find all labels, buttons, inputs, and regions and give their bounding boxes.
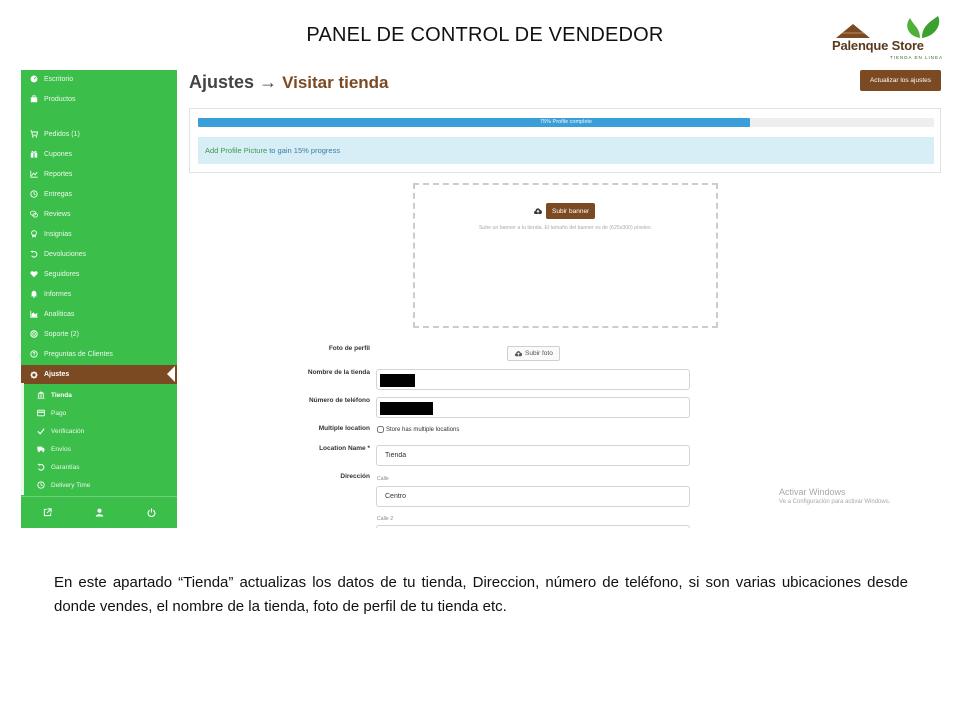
sidebar-footer — [21, 496, 177, 528]
sidebar-item-productos[interactable] — [21, 90, 177, 108]
banner-help-text: Sube un banner a tu tienda. El tamaño del banner es de (625x300) píxeles. — [478, 225, 653, 231]
sidebar-item-label: Entregas — [44, 190, 73, 198]
progress-info — [198, 137, 934, 164]
sidebar-item-label: Pedidos (1) — [44, 130, 80, 138]
slide-title: PANEL DE CONTROL DE VENDEDOR — [306, 24, 664, 46]
sidebar-item-label: Informes — [44, 290, 72, 298]
multiple-location-text: Store has multiple locations — [386, 426, 460, 433]
watermark-line2: Ve a Configuración para activar Windows. — [779, 499, 891, 505]
comments-icon — [30, 210, 44, 218]
banner-dropzone[interactable] — [413, 183, 718, 328]
street2-label: Calle 2 — [377, 516, 394, 522]
sidebar-item-label: Reviews — [44, 210, 71, 218]
gear-icon — [30, 371, 44, 379]
settings-submenu — [21, 383, 177, 495]
slide-caption: En este apartado “Tienda” actualizas los datos de tu tienda, Direccion, número de teléfono, si son varias ubicaciones desde donde vendes, el nombre de la tienda, foto de perfil de tu tienda etc. — [54, 574, 908, 615]
logo-tagline: TIENDA EN LINEA — [890, 55, 944, 60]
cart-icon — [30, 130, 44, 138]
credit-card-icon — [37, 409, 51, 417]
visit-store-link[interactable]: Visitar tienda — [282, 73, 389, 92]
store-name-label: Nombre de la tienda — [307, 369, 370, 376]
sidebar-item-label: Insignias — [44, 230, 72, 238]
sidebar-item-label: Reportes — [44, 170, 73, 178]
arrow-glyph: → — [259, 72, 278, 92]
sidebar-item-label: Ajustes — [44, 371, 70, 378]
profile-progress-card — [189, 108, 941, 173]
banner-upload-row — [533, 203, 595, 219]
multiple-location-option[interactable] — [377, 426, 459, 433]
location-name-label: Location Name * — [319, 445, 370, 452]
bank-icon — [37, 391, 51, 399]
submenu-item-label: Verificación — [51, 427, 85, 435]
submenu-item-label: Pago — [51, 409, 67, 417]
windows-activation-watermark — [779, 487, 890, 505]
multiple-location-checkbox[interactable] — [377, 426, 384, 433]
submenu-item-label: Delivery Time — [51, 481, 91, 489]
leaf-icon — [902, 16, 942, 40]
sidebar-item-label: Soporte (2) — [44, 330, 80, 338]
sidebar-item-label: Preguntas de Clientes — [44, 350, 113, 358]
redacted-value — [380, 374, 415, 387]
upload-photo-label: Subir foto — [525, 350, 553, 357]
active-caret — [167, 366, 175, 382]
street-label: Calle — [377, 476, 389, 482]
bell-icon — [30, 290, 44, 298]
power-icon[interactable] — [136, 503, 166, 523]
lifebuoy-icon — [30, 330, 44, 338]
sidebar-item-label: Escritorio — [44, 75, 74, 83]
brand-logo — [830, 16, 942, 62]
sidebar-item-label: Cupones — [44, 150, 73, 158]
sidebar-item-reportes[interactable] — [21, 165, 177, 183]
sidebar — [21, 70, 177, 528]
submenu-item-delivery-time[interactable] — [37, 477, 90, 493]
dashboard-screenshot — [21, 70, 942, 528]
sidebar-item-ajustes[interactable] — [21, 365, 177, 384]
sidebar-item-escritorio[interactable] — [21, 70, 177, 88]
sidebar-item-soporte[interactable] — [21, 325, 177, 343]
chart-icon — [30, 170, 44, 178]
progress-label: 75% Profile complete — [540, 119, 592, 125]
profile-photo-label: Foto de perfil — [328, 345, 370, 352]
logo-name: Palenque Store — [832, 38, 924, 53]
location-name-input[interactable] — [376, 445, 690, 466]
undo-icon — [37, 463, 51, 471]
sidebar-item-insignias[interactable] — [21, 225, 177, 243]
progress-bar — [198, 118, 934, 127]
clock-icon — [30, 190, 44, 198]
sidebar-item-cupones[interactable] — [21, 145, 177, 163]
heart-icon — [30, 270, 44, 278]
undo-icon — [30, 250, 44, 258]
sidebar-item-informes[interactable] — [21, 285, 177, 303]
watermark-line1: Activar Windows — [779, 487, 846, 497]
submenu-item-verificacion[interactable] — [37, 423, 84, 439]
submenu-item-envios[interactable] — [37, 441, 71, 457]
redacted-value — [380, 402, 433, 415]
sidebar-item-seguidores[interactable] — [21, 265, 177, 283]
page-title-text: Ajustes — [189, 72, 255, 92]
truck-icon — [37, 445, 51, 453]
sidebar-item-label: Seguidores — [44, 270, 80, 278]
street-input[interactable] — [376, 486, 690, 507]
sidebar-item-pedidos[interactable] — [21, 125, 177, 143]
badge-icon — [30, 230, 44, 238]
external-link-icon[interactable] — [32, 503, 62, 523]
address-label: Dirección — [340, 473, 370, 480]
submenu-item-pago[interactable] — [37, 405, 66, 421]
phone-label: Número de teléfono — [308, 397, 370, 404]
sidebar-item-analiticas[interactable] — [21, 305, 177, 323]
clock-icon — [37, 481, 51, 489]
submenu-item-tienda[interactable] — [37, 387, 72, 403]
progress-info-text: to gain 15% progress — [267, 146, 341, 155]
add-profile-picture-link[interactable]: Add Profile Picture — [205, 146, 268, 155]
submenu-item-label: Garantías — [51, 463, 80, 471]
submenu-item-label: Tienda — [51, 391, 72, 399]
gift-icon — [30, 150, 44, 158]
sidebar-item-label: Devoluciones — [44, 250, 87, 258]
page-title — [189, 72, 389, 93]
store-name-input[interactable] — [376, 369, 690, 390]
submenu-item-garantias[interactable] — [37, 459, 80, 475]
question-icon — [30, 350, 44, 358]
cloud-upload-icon — [533, 206, 543, 216]
submenu-item-label: Envíos — [51, 445, 71, 453]
sidebar-item-preguntas[interactable] — [21, 345, 177, 363]
briefcase-icon — [30, 95, 44, 103]
multiple-location-label: Multiple location — [318, 425, 370, 432]
dashboard-icon — [30, 75, 44, 83]
upload-banner-button[interactable]: Subir banner — [546, 203, 595, 219]
sidebar-item-devoluciones[interactable] — [21, 245, 177, 263]
update-settings-button[interactable]: Actualizar los ajustes — [860, 70, 941, 91]
sidebar-item-label: Productos — [44, 95, 76, 103]
sidebar-item-reviews[interactable] — [21, 205, 177, 223]
sidebar-item-label: Analíticas — [44, 310, 75, 318]
upload-photo-button[interactable] — [507, 346, 560, 361]
cloud-upload-icon — [514, 349, 523, 358]
user-icon[interactable] — [84, 503, 114, 523]
street2-input[interactable] — [376, 525, 690, 528]
hut-roof-icon — [836, 24, 870, 38]
sidebar-item-entregas[interactable] — [21, 185, 177, 203]
area-chart-icon — [30, 310, 44, 318]
phone-input[interactable] — [376, 397, 690, 418]
check-icon — [37, 427, 51, 435]
